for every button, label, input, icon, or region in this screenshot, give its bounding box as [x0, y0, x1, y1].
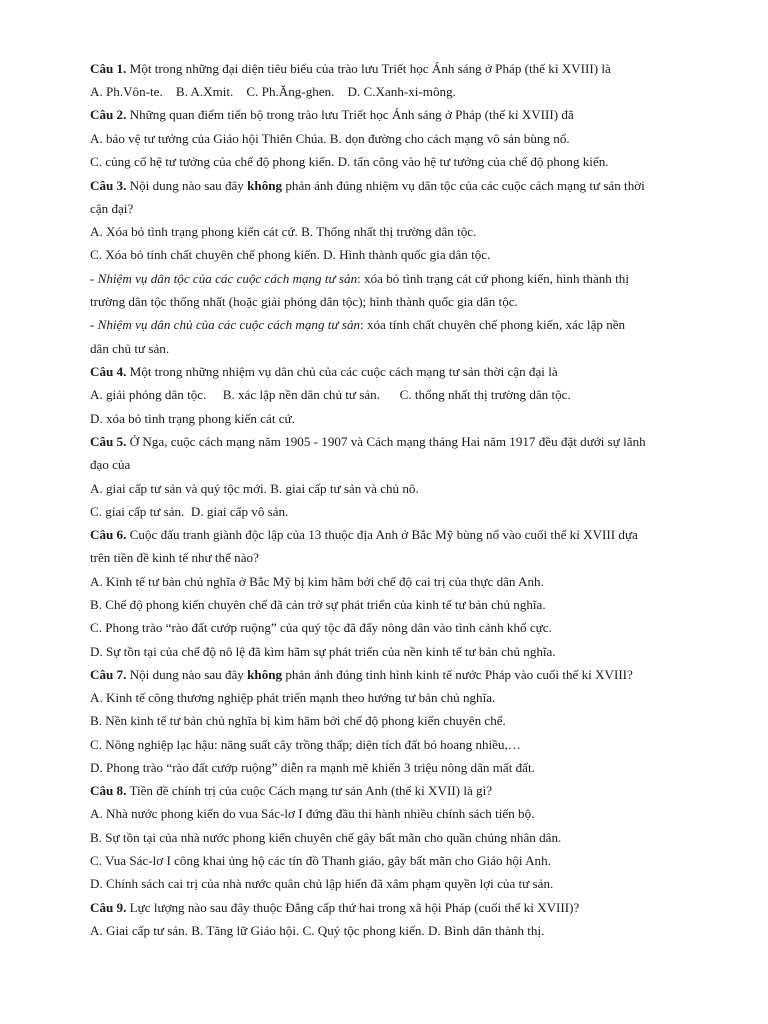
question-2-options-ab: A. bảo vệ tư tưởng của Giáo hội Thiên Chúa. B. dọn đường cho cách mạng vô sản bùng nổ.: [90, 131, 570, 146]
question-8-option-c: C. Vua Sác-lơ I công khai ủng hộ các tín đồ Thanh giáo, gây bất mãn cho Giáo hội Anh.: [90, 853, 551, 868]
question-5-options-cd: C. giai cấp tư sản. D. giai cấp vô sản.: [90, 504, 289, 519]
question-text: Nội dung nào sau đây: [129, 667, 244, 682]
note-democratic-task: [90, 317, 708, 333]
question-text: Lực lượng nào sau đây thuộc Đẳng cấp thứ hai trong xã hội Pháp (cuối thế kỉ XVIII)?: [129, 900, 580, 915]
question-4-option-d: D. xóa bỏ tình trạng phong kiến cát cứ.: [90, 411, 295, 426]
question-3-options-ab: A. Xóa bỏ tình trạng phong kiến cát cứ. B. Thống nhất thị trường dân tộc.: [90, 224, 477, 239]
question-text: Những quan điểm tiến bộ trong trào lưu Triết học Ánh sáng ở Pháp (thế kỉ XVIII) đã: [129, 107, 574, 122]
note-text: : xóa bỏ tình trạng cát cứ phong kiến, hình thành thị: [357, 271, 629, 286]
question-number: Câu 6.: [90, 527, 127, 542]
question-7-option-b: B. Nền kinh tế tư bản chủ nghĩa bị kìm hãm bởi chế độ phong kiến chuyên chế.: [90, 713, 506, 728]
question-1: [90, 61, 708, 77]
question-6-option-a: A. Kinh tế tư bản chủ nghĩa ở Bắc Mỹ bị kìm hãm bởi chế độ cai trị của thực dân Anh.: [90, 574, 544, 589]
question-6-option-c: C. Phong trào “rào đất cướp ruộng” của quý tộc đã đẩy nông dân vào tình cảnh khổ cực.: [90, 620, 552, 635]
question-3: [90, 178, 708, 194]
question-5-options-ab: A. giai cấp tư sản và quý tộc mới. B. giai cấp tư sản và chủ nô.: [90, 481, 419, 496]
question-5: [90, 434, 708, 450]
question-2-options-cd: C. củng cố hệ tư tưởng của chế độ phong kiến. D. tấn công vào hệ tư tưởng của chế độ phong kiến.: [90, 154, 609, 169]
question-6-cont: trên tiền đề kinh tế như thế nào?: [90, 550, 259, 565]
question-9-options: A. Giai cấp tư sản. B. Tăng lữ Giáo hội. C. Quý tộc phong kiến. D. Bình dân thành thị.: [90, 923, 545, 938]
keyword-khong: không: [247, 667, 283, 682]
question-8-option-b: B. Sự tồn tại của nhà nước phong kiến chuyên chế gây bất mãn cho quần chúng nhân dân.: [90, 830, 562, 845]
question-6-option-d: D. Sự tồn tại của chế độ nô lệ đã kìm hãm sự phát triển của nền kinh tế tư bản chủ nghĩa.: [90, 644, 556, 659]
note-text: : xóa tính chất chuyên chế phong kiến, xác lập nền: [360, 317, 626, 332]
note-democratic-task-cont: dân chủ tư sản.: [90, 341, 170, 356]
note-national-task-cont: trường dân tộc thống nhất (hoặc giải phóng dân tộc); hình thành quốc gia dân tộc.: [90, 294, 518, 309]
question-6-option-b: B. Chế độ phong kiến chuyên chế đã cản trở sự phát triển của kinh tế tư bản chủ nghĩa.: [90, 597, 546, 612]
question-text: Ở Nga, cuộc cách mạng năm 1905 - 1907 và Cách mạng tháng Hai năm 1917 đều đặt dưới sự lãnh: [129, 434, 646, 449]
note-heading: - Nhiệm vụ dân tộc của các cuộc cách mạng tư sản: [90, 271, 358, 286]
question-text: Một trong những đại diện tiêu biểu của trào lưu Triết học Ánh sáng ở Pháp (thế kỉ XVIII) là: [129, 61, 611, 76]
question-number: Câu 9.: [90, 900, 127, 915]
question-3-options-cd: C. Xóa bỏ tính chất chuyên chế phong kiến. D. Hình thành quốc gia dân tộc.: [90, 247, 491, 262]
question-8-option-a: A. Nhà nước phong kiến do vua Sác-lơ I đứng đầu thi hành nhiều chính sách tiến bộ.: [90, 806, 535, 821]
question-number: Câu 7.: [90, 667, 127, 682]
question-number: Câu 3.: [90, 178, 127, 193]
question-5-cont: đạo của: [90, 457, 131, 472]
question-4-options-abc: A. giải phóng dân tộc. B. xác lập nền dân chủ tư sản. C. thống nhất thị trường dân tộc.: [90, 387, 571, 402]
question-7: [90, 667, 708, 683]
question-text: Nội dung nào sau đây: [129, 178, 244, 193]
question-text: phản ánh đúng tình hình kinh tế nước Pháp vào cuối thế kỉ XVIII?: [285, 667, 633, 682]
question-text: Một trong những nhiệm vụ dân chủ của các cuộc cách mạng tư sản thời cận đại là: [129, 364, 558, 379]
question-8-option-d: D. Chính sách cai trị của nhà nước quân chủ lập hiến đã xâm phạm quyền lợi của tư sản.: [90, 876, 554, 891]
question-2: [90, 107, 708, 123]
question-7-option-c: C. Nông nghiệp lạc hậu: năng suất cây trồng thấp; diện tích đất bỏ hoang nhiều,…: [90, 737, 521, 752]
question-6: [90, 527, 708, 543]
keyword-khong: không: [247, 178, 283, 193]
question-number: Câu 4.: [90, 364, 127, 379]
question-text: Cuộc đấu tranh giành độc lập của 13 thuộc địa Anh ở Bắc Mỹ bùng nổ vào cuối thế kỉ XVIII dựa: [129, 527, 638, 542]
question-3-cont: cận đại?: [90, 201, 134, 216]
question-9: [90, 900, 708, 916]
question-1-options: A. Ph.Vôn-te. B. A.Xmit. C. Ph.Ăng-ghen. D. C.Xanh-xi-mông.: [90, 84, 456, 99]
note-national-task: [90, 271, 708, 287]
question-text: phản ánh đúng nhiệm vụ dân tộc của các cuộc cách mạng tư sản thời: [285, 178, 645, 193]
question-number: Câu 2.: [90, 107, 127, 122]
question-4: [90, 364, 708, 380]
question-number: Câu 5.: [90, 434, 127, 449]
note-heading: - Nhiệm vụ dân chủ của các cuộc cách mạng tư sản: [90, 317, 361, 332]
question-8: [90, 783, 708, 799]
question-number: Câu 8.: [90, 783, 127, 798]
question-7-option-a: A. Kinh tế công thương nghiệp phát triển mạnh theo hướng tư bản chủ nghĩa.: [90, 690, 496, 705]
question-text: Tiền đề chính trị của cuộc Cách mạng tư sản Anh (thế kỉ XVII) là gì?: [129, 783, 493, 798]
question-number: Câu 1.: [90, 61, 127, 76]
question-7-option-d: D. Phong trào “rào đất cướp ruộng” diễn ra mạnh mẽ khiến 3 triệu nông dân mất đất.: [90, 760, 535, 775]
